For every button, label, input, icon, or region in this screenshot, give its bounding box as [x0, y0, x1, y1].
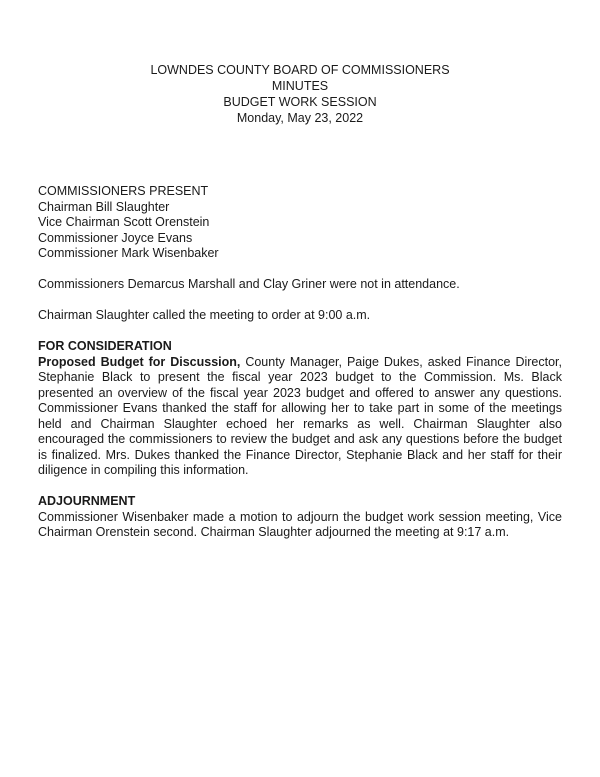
paragraph-body-text: County Manager, Paige Dukes, asked Finance Director, Stephanie Black to present the fiscal year 2023 budget to the Commission. Ms. Black presented an overview of the fiscal year 2023 budget and offered to answer any questions. Commissioner Evans thanked the staff for allowing her to take part in some of the meetings held and Chairman Slaughter echoed her remarks as well. Chairman Slaughter also encouraged the commissioners to review the budget and ask any questions before the budget is finalized. Mrs. Dukes thanked the Finance Director, Stephanie Black and her staff for their diligence in compiling this information. — [38, 354, 562, 477]
commissioner-name: Commissioner Mark Wisenbaker — [38, 246, 219, 260]
commissioner-name: Vice Chairman Scott Orenstein — [38, 215, 210, 229]
commissioners-present-heading: COMMISSIONERS PRESENT — [38, 184, 209, 198]
session-date: Monday, May 23, 2022 — [236, 111, 364, 125]
document-header — [38, 62, 562, 126]
commissioners-present-list — [38, 200, 562, 262]
absent-note: Commissioners Demarcus Marshall and Clay Griner were not in attendance. — [38, 277, 460, 291]
adjournment-paragraph: Commissioner Wisenbaker made a motion to adjourn the budget work session meeting, Vice Chairman Orenstein second. Chairman Slaughter adjourned the meeting at 9:17 a.m. — [38, 509, 562, 539]
session-title: BUDGET WORK SESSION — [223, 95, 377, 109]
call-to-order-note: Chairman Slaughter called the meeting to order at 9:00 a.m. — [38, 308, 371, 322]
adjournment-heading: ADJOURNMENT — [38, 494, 136, 508]
commissioner-name: Commissioner Joyce Evans — [38, 230, 193, 245]
commissioner-name: Chairman Bill Slaughter — [38, 199, 170, 214]
org-title: LOWNDES COUNTY BOARD OF COMMISSIONERS — [150, 63, 450, 77]
for-consideration-heading: FOR CONSIDERATION — [38, 339, 172, 353]
paragraph-lead-in: Proposed Budget for Discussion, — [38, 354, 241, 369]
proposed-budget-paragraph — [38, 355, 562, 479]
doc-type: MINUTES — [271, 79, 329, 93]
